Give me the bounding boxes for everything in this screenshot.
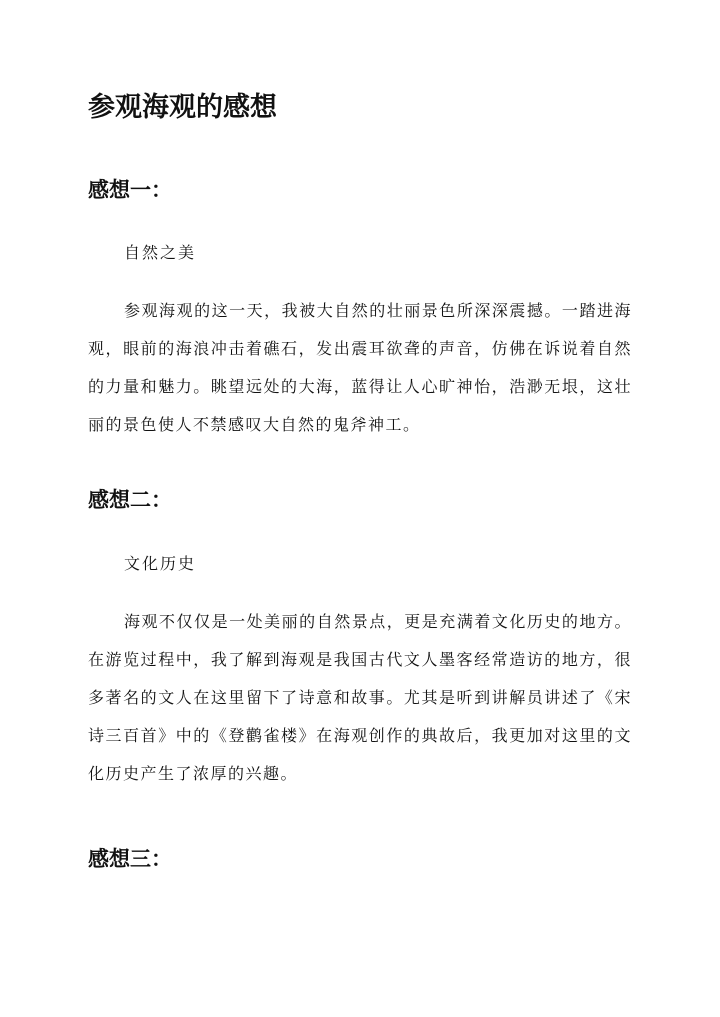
section-subtitle-1: 自然之美: [124, 243, 197, 262]
section-heading-3: 感想三：: [88, 846, 172, 871]
section-subtitle-2: 文化历史: [124, 554, 197, 573]
section-heading-1: 感想一：: [88, 177, 172, 202]
section-heading-2: 感想二：: [88, 487, 172, 512]
section-paragraph-1: 参观海观的这一天，我被大自然的壮丽景色所深深震撼。一踏进海观，眼前的海浪冲击着礁石，发出震耳欲聋的声音，仿佛在诉说着自然的力量和魅力。眺望远处的大海，蓝得让人心旷神怡，浩渺无垠，这壮丽的景色使人不禁感叹大自然的鬼斧神工。: [88, 301, 632, 434]
section-paragraph-2: 海观不仅仅是一处美丽的自然景点，更是充满着文化历史的地方。在游览过程中，我了解到海观是我国古代文人墨客经常造访的地方，很多著名的文人在这里留下了诗意和故事。尤其是听到讲解员讲述了《宋诗三百首》中的《登鹳雀楼》在海观创作的典故后，我更加对这里的文化历史产生了浓厚的兴趣。: [88, 612, 632, 783]
document-title: 参观海观的感想: [88, 92, 277, 123]
